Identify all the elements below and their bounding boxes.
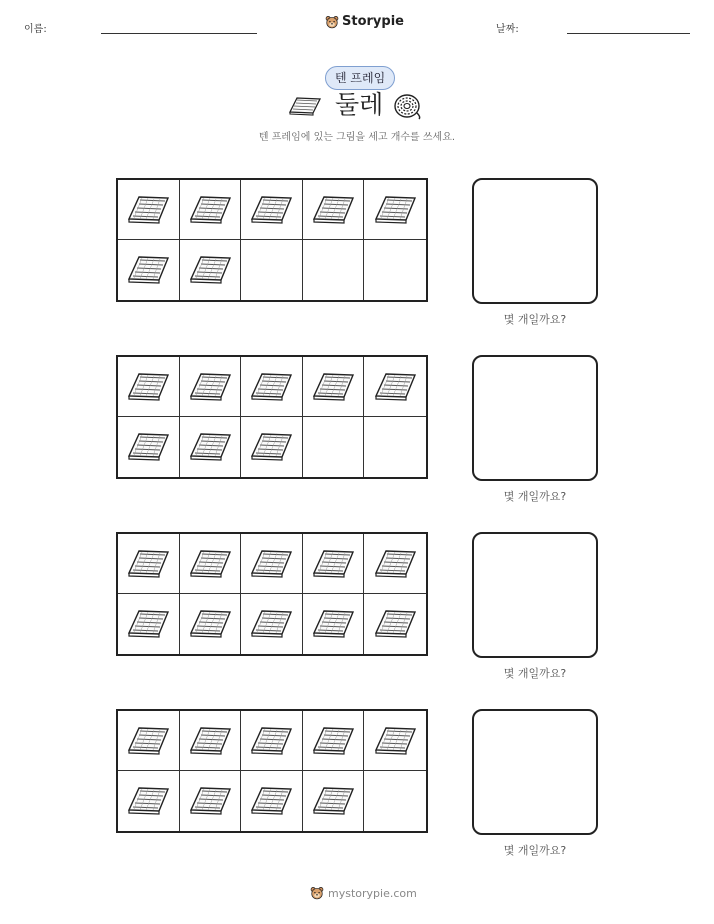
mat-icon — [311, 607, 355, 641]
mat-icon — [188, 547, 232, 581]
mat-icon — [249, 430, 293, 464]
frame-cell — [303, 594, 365, 654]
mat-icon — [373, 370, 417, 404]
mat-icon — [126, 784, 170, 818]
answer-box[interactable] — [472, 532, 598, 658]
instruction-text: 텐 프레임에 있는 그림을 세고 개수를 쓰세요. — [258, 132, 456, 143]
answer-box[interactable] — [472, 178, 598, 304]
question-label: 몇 개일까요? — [503, 667, 567, 680]
frame-cell — [364, 240, 426, 300]
mat-icon — [249, 193, 293, 227]
mat-icon — [373, 193, 417, 227]
worksheet-title: 둘레 — [335, 90, 384, 119]
frame-cell — [180, 594, 242, 654]
frame-cell — [241, 771, 303, 831]
frame-cell — [241, 594, 303, 654]
mat-icon — [126, 253, 170, 287]
frame-cell — [180, 534, 242, 594]
mat-icon — [311, 193, 355, 227]
ten-frame — [116, 178, 428, 302]
frame-cell — [241, 357, 303, 417]
frame-cell — [241, 711, 303, 771]
bear-icon — [310, 886, 324, 900]
topic-badge: 텐 프레임 — [325, 66, 395, 90]
frame-cell — [118, 417, 180, 477]
mat-icon — [373, 547, 417, 581]
frame-cell — [241, 180, 303, 240]
mat-icon — [188, 253, 232, 287]
frame-cell — [118, 357, 180, 417]
frame-cell — [180, 711, 242, 771]
frame-cell — [118, 240, 180, 300]
frame-cell — [180, 771, 242, 831]
mat-icon — [249, 784, 293, 818]
frame-cell — [241, 240, 303, 300]
frame-cell — [364, 357, 426, 417]
mat-icon — [188, 193, 232, 227]
ten-frame — [116, 355, 428, 479]
name-line — [101, 33, 257, 34]
frame-cell — [303, 357, 365, 417]
mat-icon — [373, 607, 417, 641]
mat-icon — [188, 607, 232, 641]
mat-icon — [188, 430, 232, 464]
frame-cell — [118, 771, 180, 831]
mat-icon — [188, 784, 232, 818]
frame-cell — [303, 771, 365, 831]
frame-cell — [303, 180, 365, 240]
brand-name: Storypie — [342, 14, 404, 29]
frame-cell — [303, 534, 365, 594]
frame-cell — [118, 180, 180, 240]
frame-cell — [364, 771, 426, 831]
mat-icon — [288, 96, 322, 116]
question-label: 몇 개일까요? — [503, 313, 567, 326]
frame-cell — [364, 417, 426, 477]
mat-icon — [249, 607, 293, 641]
frame-cell — [303, 711, 365, 771]
frame-cell — [364, 711, 426, 771]
mat-icon — [126, 193, 170, 227]
answer-box[interactable] — [472, 709, 598, 835]
brand-logo — [325, 14, 404, 29]
frame-cell — [118, 594, 180, 654]
ten-frame — [116, 709, 428, 833]
mat-icon — [311, 724, 355, 758]
frame-cell — [180, 357, 242, 417]
date-line — [567, 33, 690, 34]
frame-cell — [118, 711, 180, 771]
footer-url: mystorypie.com — [328, 886, 417, 900]
mat-icon — [249, 370, 293, 404]
mat-icon — [311, 784, 355, 818]
mat-icon — [126, 370, 170, 404]
date-label: 날짜: — [496, 24, 519, 35]
frame-cell — [364, 180, 426, 240]
frame-cell — [241, 417, 303, 477]
mat-icon — [126, 724, 170, 758]
mat-icon — [126, 430, 170, 464]
frame-cell — [303, 240, 365, 300]
mat-icon — [373, 724, 417, 758]
bear-icon — [325, 15, 339, 29]
question-label: 몇 개일까요? — [503, 490, 567, 503]
frame-cell — [364, 534, 426, 594]
mat-icon — [311, 547, 355, 581]
name-label: 이름: — [24, 24, 47, 35]
frame-cell — [118, 534, 180, 594]
mat-icon — [249, 724, 293, 758]
mat-icon — [311, 370, 355, 404]
frame-cell — [303, 417, 365, 477]
mat-icon — [126, 547, 170, 581]
frame-cell — [180, 180, 242, 240]
frame-cell — [180, 240, 242, 300]
frame-cell — [241, 534, 303, 594]
frame-cell — [364, 594, 426, 654]
footer — [310, 886, 417, 900]
question-label: 몇 개일까요? — [503, 844, 567, 857]
answer-box[interactable] — [472, 355, 598, 481]
mat-icon — [249, 547, 293, 581]
mat-icon — [126, 607, 170, 641]
mat-icon — [188, 724, 232, 758]
coiled-rope-icon — [392, 93, 422, 120]
frame-cell — [180, 417, 242, 477]
ten-frame — [116, 532, 428, 656]
mat-icon — [188, 370, 232, 404]
